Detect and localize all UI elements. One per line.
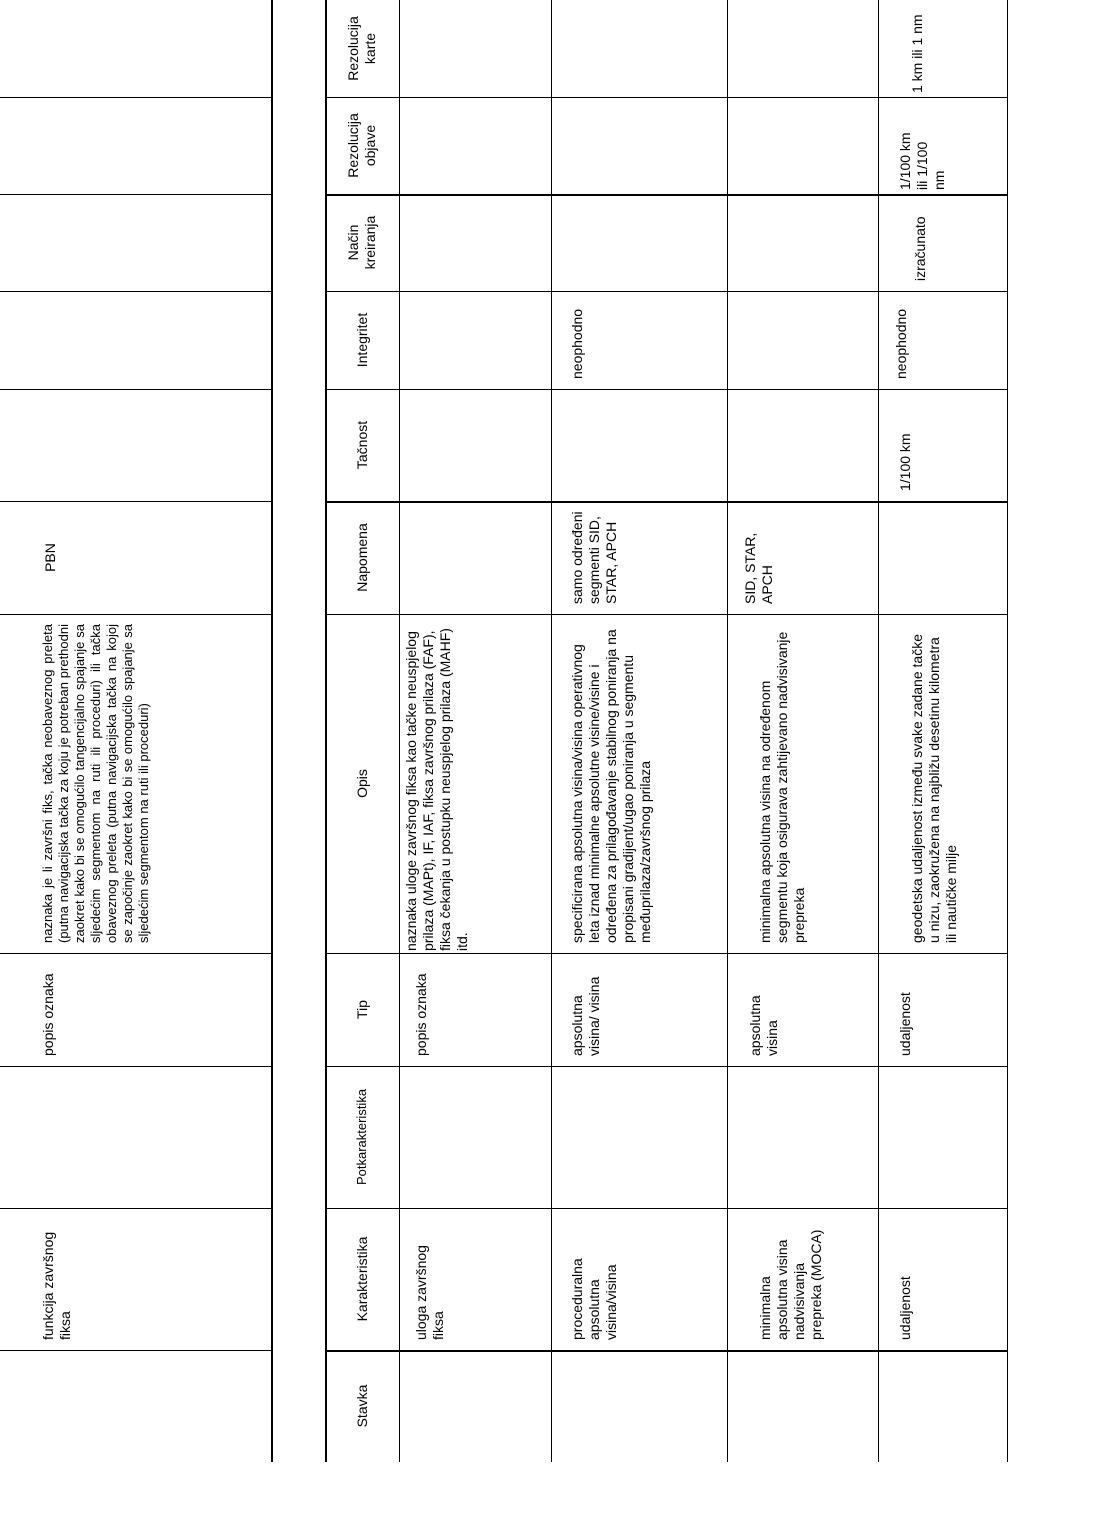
row3-tip: apsolutna visina bbox=[747, 995, 780, 1056]
row1-karakteristika-cell bbox=[409, 1208, 551, 1350]
row-separator-2 bbox=[727, 0, 728, 1462]
header-tacnost: Tačnost bbox=[353, 420, 370, 470]
row2-napomena: samo određeni segmenti SID, STAR, APCH bbox=[569, 511, 619, 604]
row4-rezolucija-karte: 1 km ili 1 nm bbox=[909, 14, 925, 93]
header-nacin-cell bbox=[325, 194, 399, 291]
row1-tip-cell bbox=[409, 953, 551, 1066]
col-line bbox=[325, 1350, 1007, 1352]
top-row-opis: naznaka je li završni fiks, tačka neobaveznog preleta (putna navigacijska tačka za koju je potreban prethodni zaokret kako bi se omogućilo tangencijalno spajanje sa sljedećim segmentom na ruti ili proceduri) ili tačka obaveznog preleta (putna navigacijska tačka na kojoj se započinje zaokret kako bi se omogućilo spajanje sa sljedećim segmentom na ruti ili proceduri) bbox=[40, 624, 151, 943]
row4-karakteristika: udaljenost bbox=[897, 1276, 913, 1340]
row-separator-1 bbox=[551, 0, 552, 1462]
row4-rez-karte-cell bbox=[905, 0, 1007, 97]
header-napomena: Napomena bbox=[353, 523, 370, 592]
header-karakteristika-cell bbox=[325, 1208, 399, 1350]
row2-opis: specificirana apsolutna visina/visina operativnog leta iznad minimalne apsolutne visine/visine i određena za prilagođavanje stabilnog poniranja na propisani gradijent/ugao poniranja u segmentu međuprilaza/završnog prilaza bbox=[569, 629, 653, 943]
row2-tip-cell bbox=[565, 953, 727, 1066]
row4-tip-cell bbox=[893, 953, 1007, 1066]
header-rez-objave-cell bbox=[325, 97, 399, 194]
header-potkarakteristika: Potkarakteristika bbox=[354, 1088, 369, 1186]
col-line bbox=[325, 1066, 1007, 1067]
row2-karakteristika: proceduralna apsolutna visina/visina bbox=[569, 1258, 619, 1340]
row2-integritet: neophodno bbox=[569, 308, 585, 379]
row4-nacin-kreiranja: izračunato bbox=[912, 216, 928, 281]
row2-integritet-cell bbox=[565, 291, 727, 389]
row1-tip: popis oznaka bbox=[413, 973, 429, 1056]
col-line-top bbox=[0, 1066, 271, 1067]
col-line-top bbox=[0, 389, 271, 390]
header-opis-cell bbox=[325, 614, 399, 953]
row4-tacnost: 1/100 km bbox=[897, 433, 913, 491]
header-integritet-cell bbox=[325, 291, 399, 389]
header-opis: Opis bbox=[353, 769, 370, 798]
row2-opis-cell bbox=[565, 614, 727, 953]
col-line-top bbox=[0, 1350, 271, 1351]
header-nacin-kreiranja: Način kreiranja bbox=[345, 215, 378, 270]
table-border-right bbox=[1007, 0, 1008, 1462]
header-stavka-cell bbox=[325, 1350, 399, 1462]
row3-opis-cell bbox=[753, 614, 878, 953]
top-row-karakteristika: funkcija završnog fiksa bbox=[40, 1231, 73, 1340]
top-row-napomena: PBN bbox=[41, 543, 58, 572]
col-line-top bbox=[0, 194, 271, 195]
row3-opis: minimalna apsolutna visina na određenom segmentu koja osigurava zahtijevano nadvisivanje prepreka bbox=[757, 631, 807, 943]
table-border-left-top bbox=[271, 0, 273, 1462]
row-separator-3 bbox=[878, 0, 879, 1462]
col-line-top bbox=[0, 97, 271, 98]
row1-opis: naznaka uloge završnog fiksa kao tačke neuspjelog prilaza (MAPt), IF, IAF, fiksa završnog prilaza (FAF), fiksa čekanja u postupku neuspjelog prilaza (MAHF) itd. bbox=[403, 628, 470, 951]
header-napomena-cell bbox=[325, 501, 399, 614]
row4-rezolucija-objave: 1/100 km ili 1/100 nm bbox=[897, 132, 947, 190]
header-karakteristika: Karakteristika bbox=[353, 1236, 370, 1322]
row2-tip: apsolutna visina/ visina bbox=[569, 976, 602, 1056]
row4-tacnost-cell bbox=[893, 389, 1007, 501]
row3-karakteristika: minimalna apsolutna visina nadvisivanja prepreka (MOCA) bbox=[757, 1229, 824, 1340]
row4-opis-cell bbox=[905, 614, 1007, 953]
header-integritet: Integritet bbox=[353, 312, 370, 368]
header-potkarakteristika-cell bbox=[325, 1066, 399, 1208]
header-tip: Tip bbox=[353, 1000, 370, 1019]
row4-nacin-cell bbox=[908, 194, 1007, 291]
header-tacnost-cell bbox=[325, 389, 399, 501]
header-rezolucija-objave: Rezolucija objave bbox=[345, 113, 378, 178]
header-rezolucija-karte: Rezolucija karte bbox=[345, 16, 378, 81]
row4-rez-objave-cell bbox=[893, 97, 1007, 194]
row3-napomena-cell bbox=[738, 501, 878, 614]
row4-integritet: neophodno bbox=[893, 308, 909, 379]
row4-opis: geodetska udaljenost između svake zadane tačke u nizu, zaokružena na najbližu desetinu kilometra ili nautičke milje bbox=[909, 634, 959, 943]
top-row-tip-cell bbox=[36, 953, 271, 1066]
header-stavka: Stavka bbox=[353, 1384, 370, 1428]
top-row-tip: popis oznaka bbox=[40, 973, 56, 1056]
top-row-opis-cell bbox=[36, 614, 271, 953]
top-row-napomena-cell bbox=[0, 501, 100, 614]
row3-tip-cell bbox=[743, 953, 878, 1066]
row2-karakteristika-cell bbox=[565, 1208, 727, 1350]
top-row-karakteristika-cell bbox=[36, 1208, 271, 1350]
row4-integritet-cell bbox=[889, 291, 1007, 389]
row4-tip: udaljenost bbox=[897, 992, 913, 1056]
row1-opis-cell bbox=[399, 614, 551, 953]
row4-karakteristika-cell bbox=[893, 1208, 1007, 1350]
row2-napomena-cell bbox=[565, 501, 727, 614]
col-line-top bbox=[0, 291, 271, 292]
row3-napomena: SID, STAR, APCH bbox=[742, 532, 775, 604]
header-rez-karte-cell bbox=[325, 0, 399, 97]
row3-karakteristika-cell bbox=[753, 1208, 878, 1350]
row1-karakteristika: uloga završnog fiksa bbox=[413, 1245, 446, 1340]
header-tip-cell bbox=[325, 953, 399, 1066]
col-line bbox=[325, 194, 1007, 196]
